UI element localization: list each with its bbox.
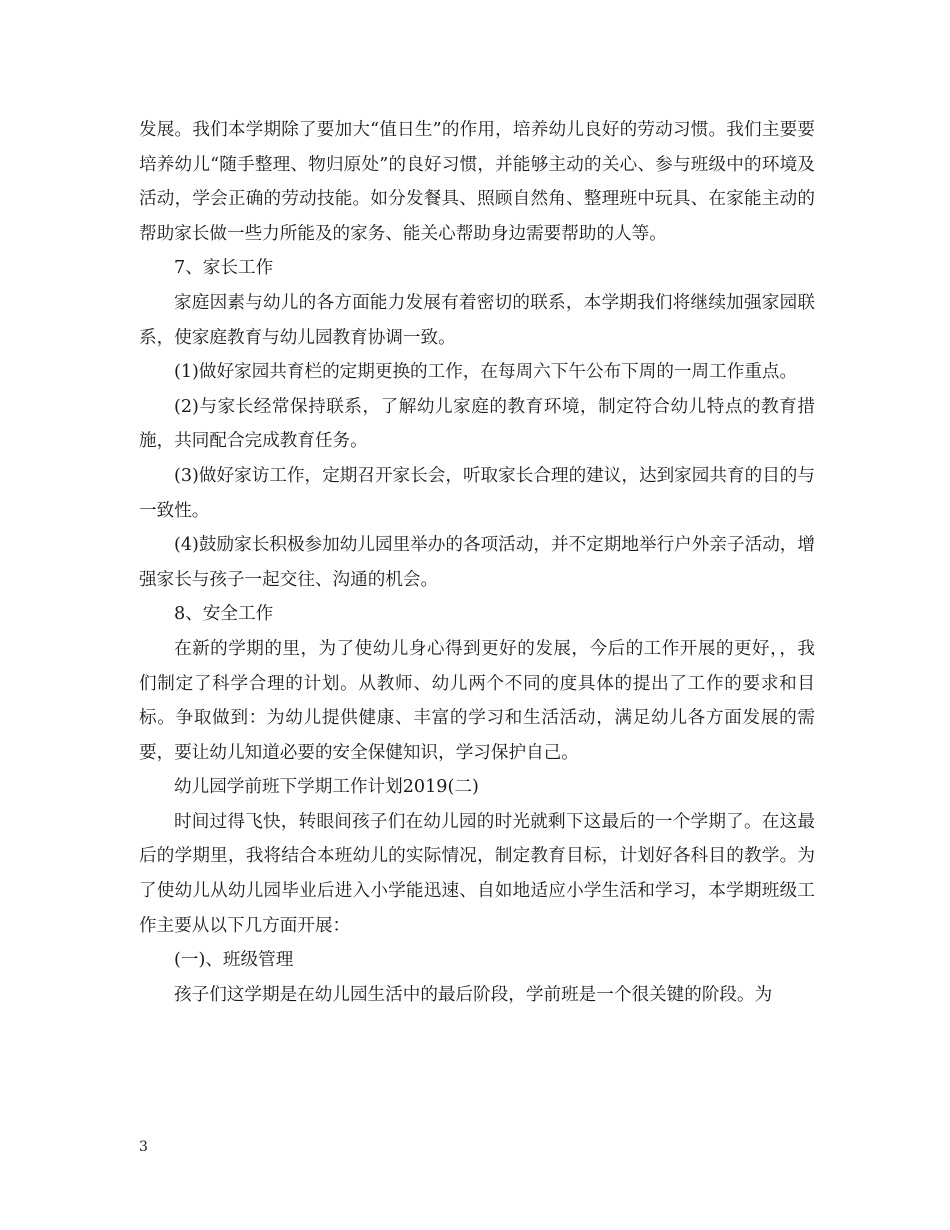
heading-plan-part-two: 幼儿园学前班下学期工作计划2019(二) [174, 777, 479, 798]
paragraph-final-stage: 孩子们这学期是在幼儿园生活中的最后阶段，学前班是一个很关键的阶段。为 [174, 984, 773, 1005]
paragraph-time-flies: 时间过得飞快，转眼间孩子们在幼儿园的时光就剩下这最后的一个学期了。在这最后的学期里，我将结合本班幼儿的实际情况，制定教育目标，计划好各科目的教学。为了使幼儿从幼儿园毕业后进入小学能迅速、自如地适应小学生活和学习，本学期班级工作主要从以下几方面开展： [139, 811, 815, 936]
list-item-4: (4)鼓励家长积极参加幼儿园里举办的各项活动，并不定期地举行户外亲子活动，增强家长与孩子一起交往、沟通的机会。 [139, 535, 815, 590]
list-item-2: (2)与家长经常保持联系，了解幼儿家庭的教育环境，制定符合幼儿特点的教育措施，共同配合完成教育任务。 [139, 396, 815, 452]
list-item-3: (3)做好家访工作，定期召开家长会，听取家长合理的建议，达到家园共育的目的与一致性。 [139, 465, 815, 521]
paragraph-safety-plan: 在新的学期的里，为了使幼儿身心得到更好的发展，今后的工作开展的更好，，我们制定了科学合理的计划。从教师、幼儿两个不同的度具体的提出了工作的要求和目标。争取做到：为幼儿提供健康、丰富的学习和生活活动，满足幼儿各方面发展的需要，要让幼儿知道必要的安全保健知识，学习保护自己。 [139, 638, 815, 763]
heading-safety-work: 8、安全工作 [174, 604, 274, 625]
paragraph-labor-habits: 发展。我们本学期除了要加大“值日生”的作用，培养幼儿良好的劳动习惯。我们主要要培养幼儿“随手整理、物归原处”的良好习惯，并能够主动的关心、参与班级中的环境及活动，学会正确的劳动技能。如分发餐具、照顾自然角、整理班中玩具、在家能主动的帮助家长做一些力所能及的家务、能关心帮助身边需要帮助的人等。 [139, 120, 815, 244]
page-number: 3 [139, 1139, 148, 1155]
list-item-1: (1)做好家园共育栏的定期更换的工作，在每周六下午公布下周的一周工作重点。 [174, 362, 798, 383]
heading-class-management: (一)、班级管理 [174, 950, 294, 971]
paragraph-family-factors: 家庭因素与幼儿的各方面能力发展有着密切的联系，本学期我们将继续加强家园联系，使家庭教育与幼儿园教育协调一致。 [139, 292, 815, 348]
heading-parent-work: 7、家长工作 [174, 258, 274, 279]
document-body [139, 113, 815, 1012]
